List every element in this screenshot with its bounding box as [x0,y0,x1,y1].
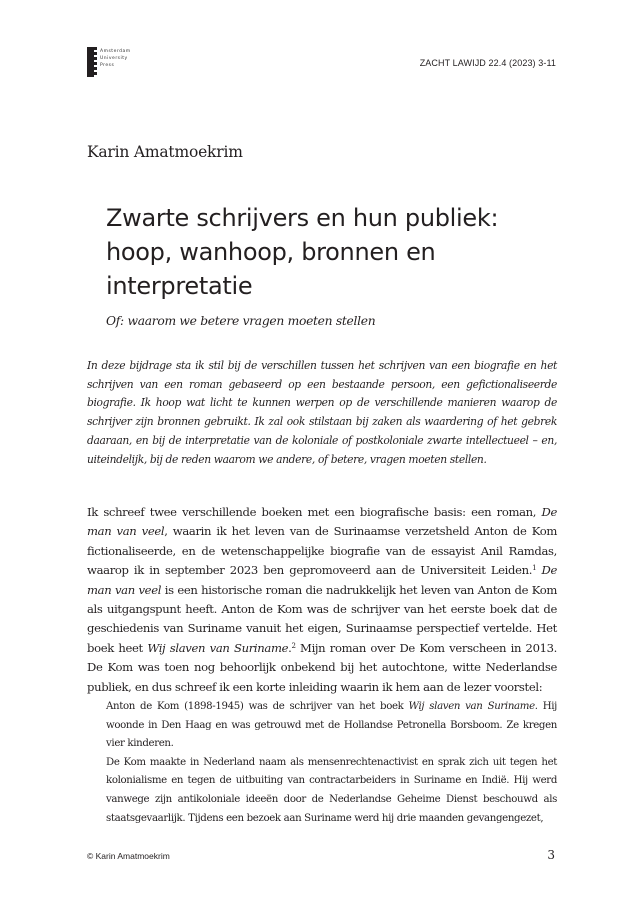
text-run: . Hij woonde in Den Haag en was getrouwd met de Hollandse Petronella Borsboom. Ze kregen vier kinderen. [106,701,557,750]
book-title-italic: De man van veel [87,505,557,539]
book-title-italic: Wij slaven van Suriname [408,701,535,712]
book-title-italic: Wij slaven van Suriname [147,640,289,655]
abstract: In deze bijdrage sta ik stil bij de verschillen tussen het schrijven van een biografie en het schrijven van een roman gebaseerd op een bestaande persoon, een gefictionaliseerde biografie. Ik hoop wat licht te kunnen werpen op de verschillende manieren waarop de schrijver zijn bronnen gebruikt. Ik zal ook stilstaan bij zaken als waardering of het gebrek daaraan, en bij de interpretatie van de koloniale of postkoloniale zwarte intellectueel – en, uiteindelijk, bij de reden waarom we andere, of betere, vragen moeten stellen. [87,359,557,466]
article-subtitle: Of: waarom we betere vragen moeten stellen [106,314,376,328]
publisher-name [100,47,131,69]
text-run: is een historische roman die nadrukkelijk het leven van Anton de Kom als uitgangspunt heeft. Anton de Kom was de schrijver van het eerste boek dat de geschiedenis van Suriname vanuit het eigen, Surinaamse perspectief vertelde. Het boek heet [87,582,558,655]
publisher-name-line: Amsterdam [100,49,131,54]
amsterdam-university-press-logo-icon [87,47,95,77]
quote-paragraph: De Kom maakte in Nederland naam als mensenrechtenactivist en sprak zich uit tegen het kolonialisme en tegen de uitbuiting van contractarbeiders in Suriname en Indië. Hij werd vanwege zijn antikoloniale ideeën door de Nederlandse Geheime Dienst beschouwd als staatsgevaarlijk. Tijdens een bezoek aan Suriname werd hij drie maanden gevangengezet, [106,756,557,824]
text-run: Anton de Kom (1898-1945) was de schrijver van het boek [106,701,409,712]
footnote-reference[interactable]: 1 [532,564,537,573]
text-run: , waarin ik het leven van de Surinaamse verzetsheld Anton de Kom fictionaliseerde, en de wetenschappelijke biografie van de essayist Anil Ramdas, waarop ik in september 2023 ben gepromoveerd aan de Universiteit Leiden. [87,524,557,578]
article-title [106,201,576,303]
title-line: interpretatie [106,272,253,300]
publisher-name-line: Press [100,63,115,68]
page-number: 3 [547,848,555,862]
journal-reference: ZACHT LAWIJD 22.4 (2023) 3-11 [419,58,556,68]
author-name: Karin Amatmoekrim [87,143,243,161]
publisher-name-line: University [100,56,128,61]
book-title-italic: De man van veel [87,563,557,597]
block-quote [106,698,557,828]
text-run: Mijn roman over De Kom verscheen in 2013. De Kom was toen nog behoorlijk onbekend bij het autochtone, witte Nederlandse publiek, en dus schreef ik een korte inleiding waarin ik hem aan de lezer voorstel: [87,640,557,694]
title-line: Zwarte schrijvers en hun publiek: [106,204,499,232]
copyright-notice: © Karin Amatmoekrim [87,851,170,861]
footnote-reference[interactable]: 2 [291,641,296,650]
publisher-logo [87,47,131,77]
quote-paragraph [106,698,557,754]
text-run: Ik schreef twee verschillende boeken met een biografische basis: een roman, [87,505,542,519]
body-paragraph [87,503,557,697]
title-line: hoop, wanhoop, bronnen en [106,238,436,266]
text-run: . [288,640,292,655]
